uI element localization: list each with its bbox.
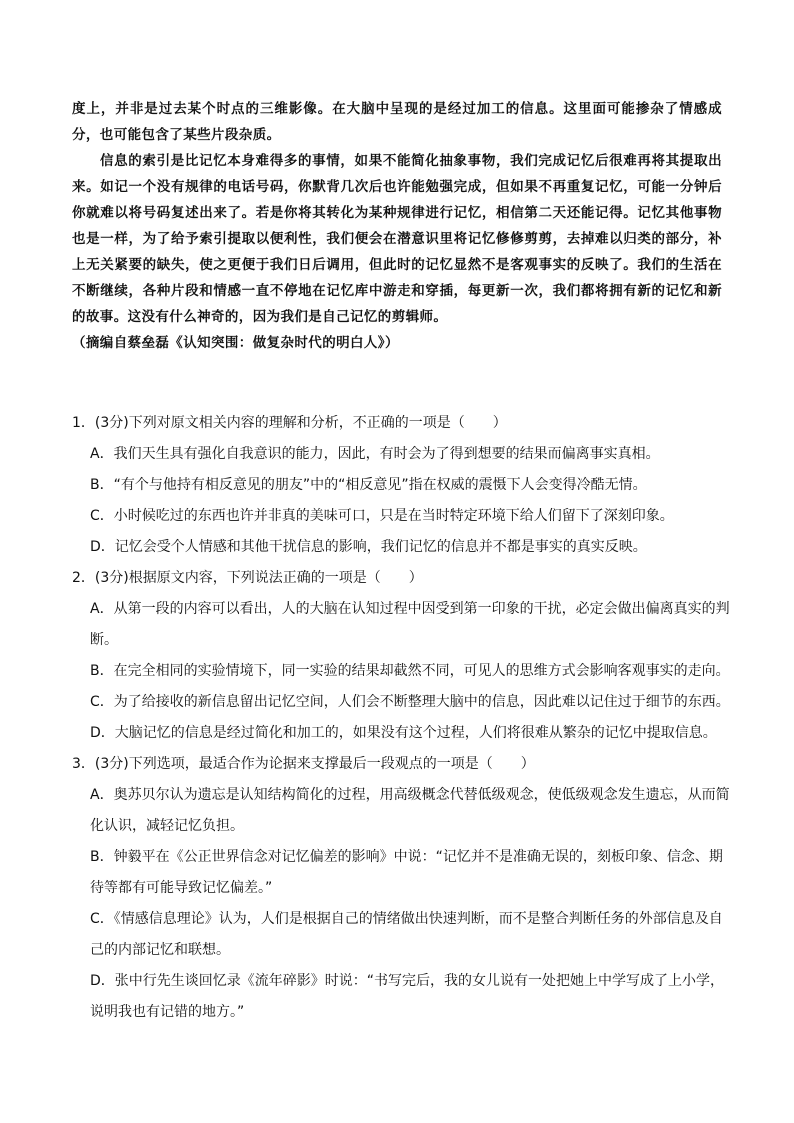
question-stem: 1．(3分)下列对原文相关内容的理解和分析，不正确的一项是（ ）	[72, 415, 507, 431]
question-3	[72, 749, 732, 1028]
option-a: A．我们天生具有强化自我意识的能力，因此，有时会为了得到想要的结果而偏离事实真相。	[90, 446, 660, 462]
option-d: D．大脑记忆的信息是经过简化和加工的，如果没有这个过程，人们将很难从繁杂的记忆中提取信息。	[90, 725, 717, 741]
option-d: D．张中行先生谈回忆录《流年碎影》时说：“书写完后，我的女儿说有一处把她上中学写成了上小学，说明我也有记错的地方。”	[90, 973, 725, 1020]
reading-passage	[72, 96, 722, 356]
option-a: A．从第一段的内容可以看出，人的大脑在认知过程中因受到第一印象的干扰，必定会做出偏离真实的判断。	[90, 601, 730, 648]
passage-paragraph-2: 信息的索引是比记忆本身难得多的事情，如果不能简化抽象事物，我们完成记忆后很难再将其提取出来。如记一个没有规律的电话号码，你默背几次后也许能勉强完成，但如果不再重复记忆，可能一分钟后你就难以将号码复述出来了。若是你将其转化为某种规律进行记忆，相信第二天还能记得。记忆其他事物也是一样，为了给予索引提取以便利性，我们便会在潜意识里将记忆修修剪剪，去掉难以归类的部分，补上无关紧要的缺失，使之更便于我们日后调用，但此时的记忆显然不是客观事实的反映了。我们的生活在不断继续，各种片段和情感一直不停地在记忆库中游走和穿插，每更新一次，我们都将拥有新的记忆和新的故事。这没有什么神奇的，因为我们是自己记忆的剪辑师。	[72, 153, 722, 325]
question-2	[72, 563, 732, 749]
option-c: C．小时候吃过的东西也许并非真的美味可口，只是在当时特定环境下给人们留下了深刻印象。	[90, 508, 674, 524]
question-1	[72, 408, 732, 563]
option-b: B．钟毅平在《公正世界信念对记忆偏差的影响》中说：“记忆并不是准确无误的，刻板印象、信念、期待等都有可能导致记忆偏差。”	[90, 849, 723, 896]
option-b: B．在完全相同的实验情境下，同一实验的结果却截然不同，可见人的思维方式会影响客观事实的走向。	[90, 663, 730, 679]
passage-paragraph-1: 度上，并非是过去某个时点的三维影像。在大脑中呈现的是经过加工的信息。这里面可能掺杂了情感成分，也可能包含了某些片段杂质。	[72, 101, 722, 143]
option-a: A．奥苏贝尔认为遗忘是认知结构简化的过程，用高级概念代替低级观念，使低级观念发生遗忘，从而简化认识，减轻记忆负担。	[90, 787, 730, 834]
question-stem: 3．(3分)下列选项，最适合作为论据来支撑最后一段观点的一项是（ ）	[72, 756, 535, 772]
question-list	[72, 408, 732, 1028]
option-c: C．为了给接收的新信息留出记忆空间，人们会不断整理大脑中的信息，因此难以记住过于细节的东西。	[90, 694, 730, 710]
option-d: D．记忆会受个人情感和其他干扰信息的影响，我们记忆的信息并不都是事实的真实反映。	[90, 539, 647, 555]
option-c: C．《情感信息理论》认为，人们是根据自己的情绪做出快速判断，而不是整合判断任务的外部信息及自己的内部记忆和联想。	[90, 911, 723, 958]
passage-source: （摘编自蔡垒磊《认知突围：做复杂时代的明白人》）	[72, 335, 399, 351]
option-b: B．“有个与他持有相反意见的朋友”中的“相反意见”指在权威的震慑下人会变得冷酷无情。	[90, 477, 647, 493]
question-stem: 2．(3分)根据原文内容，下列说法正确的一项是（ ）	[72, 570, 423, 586]
